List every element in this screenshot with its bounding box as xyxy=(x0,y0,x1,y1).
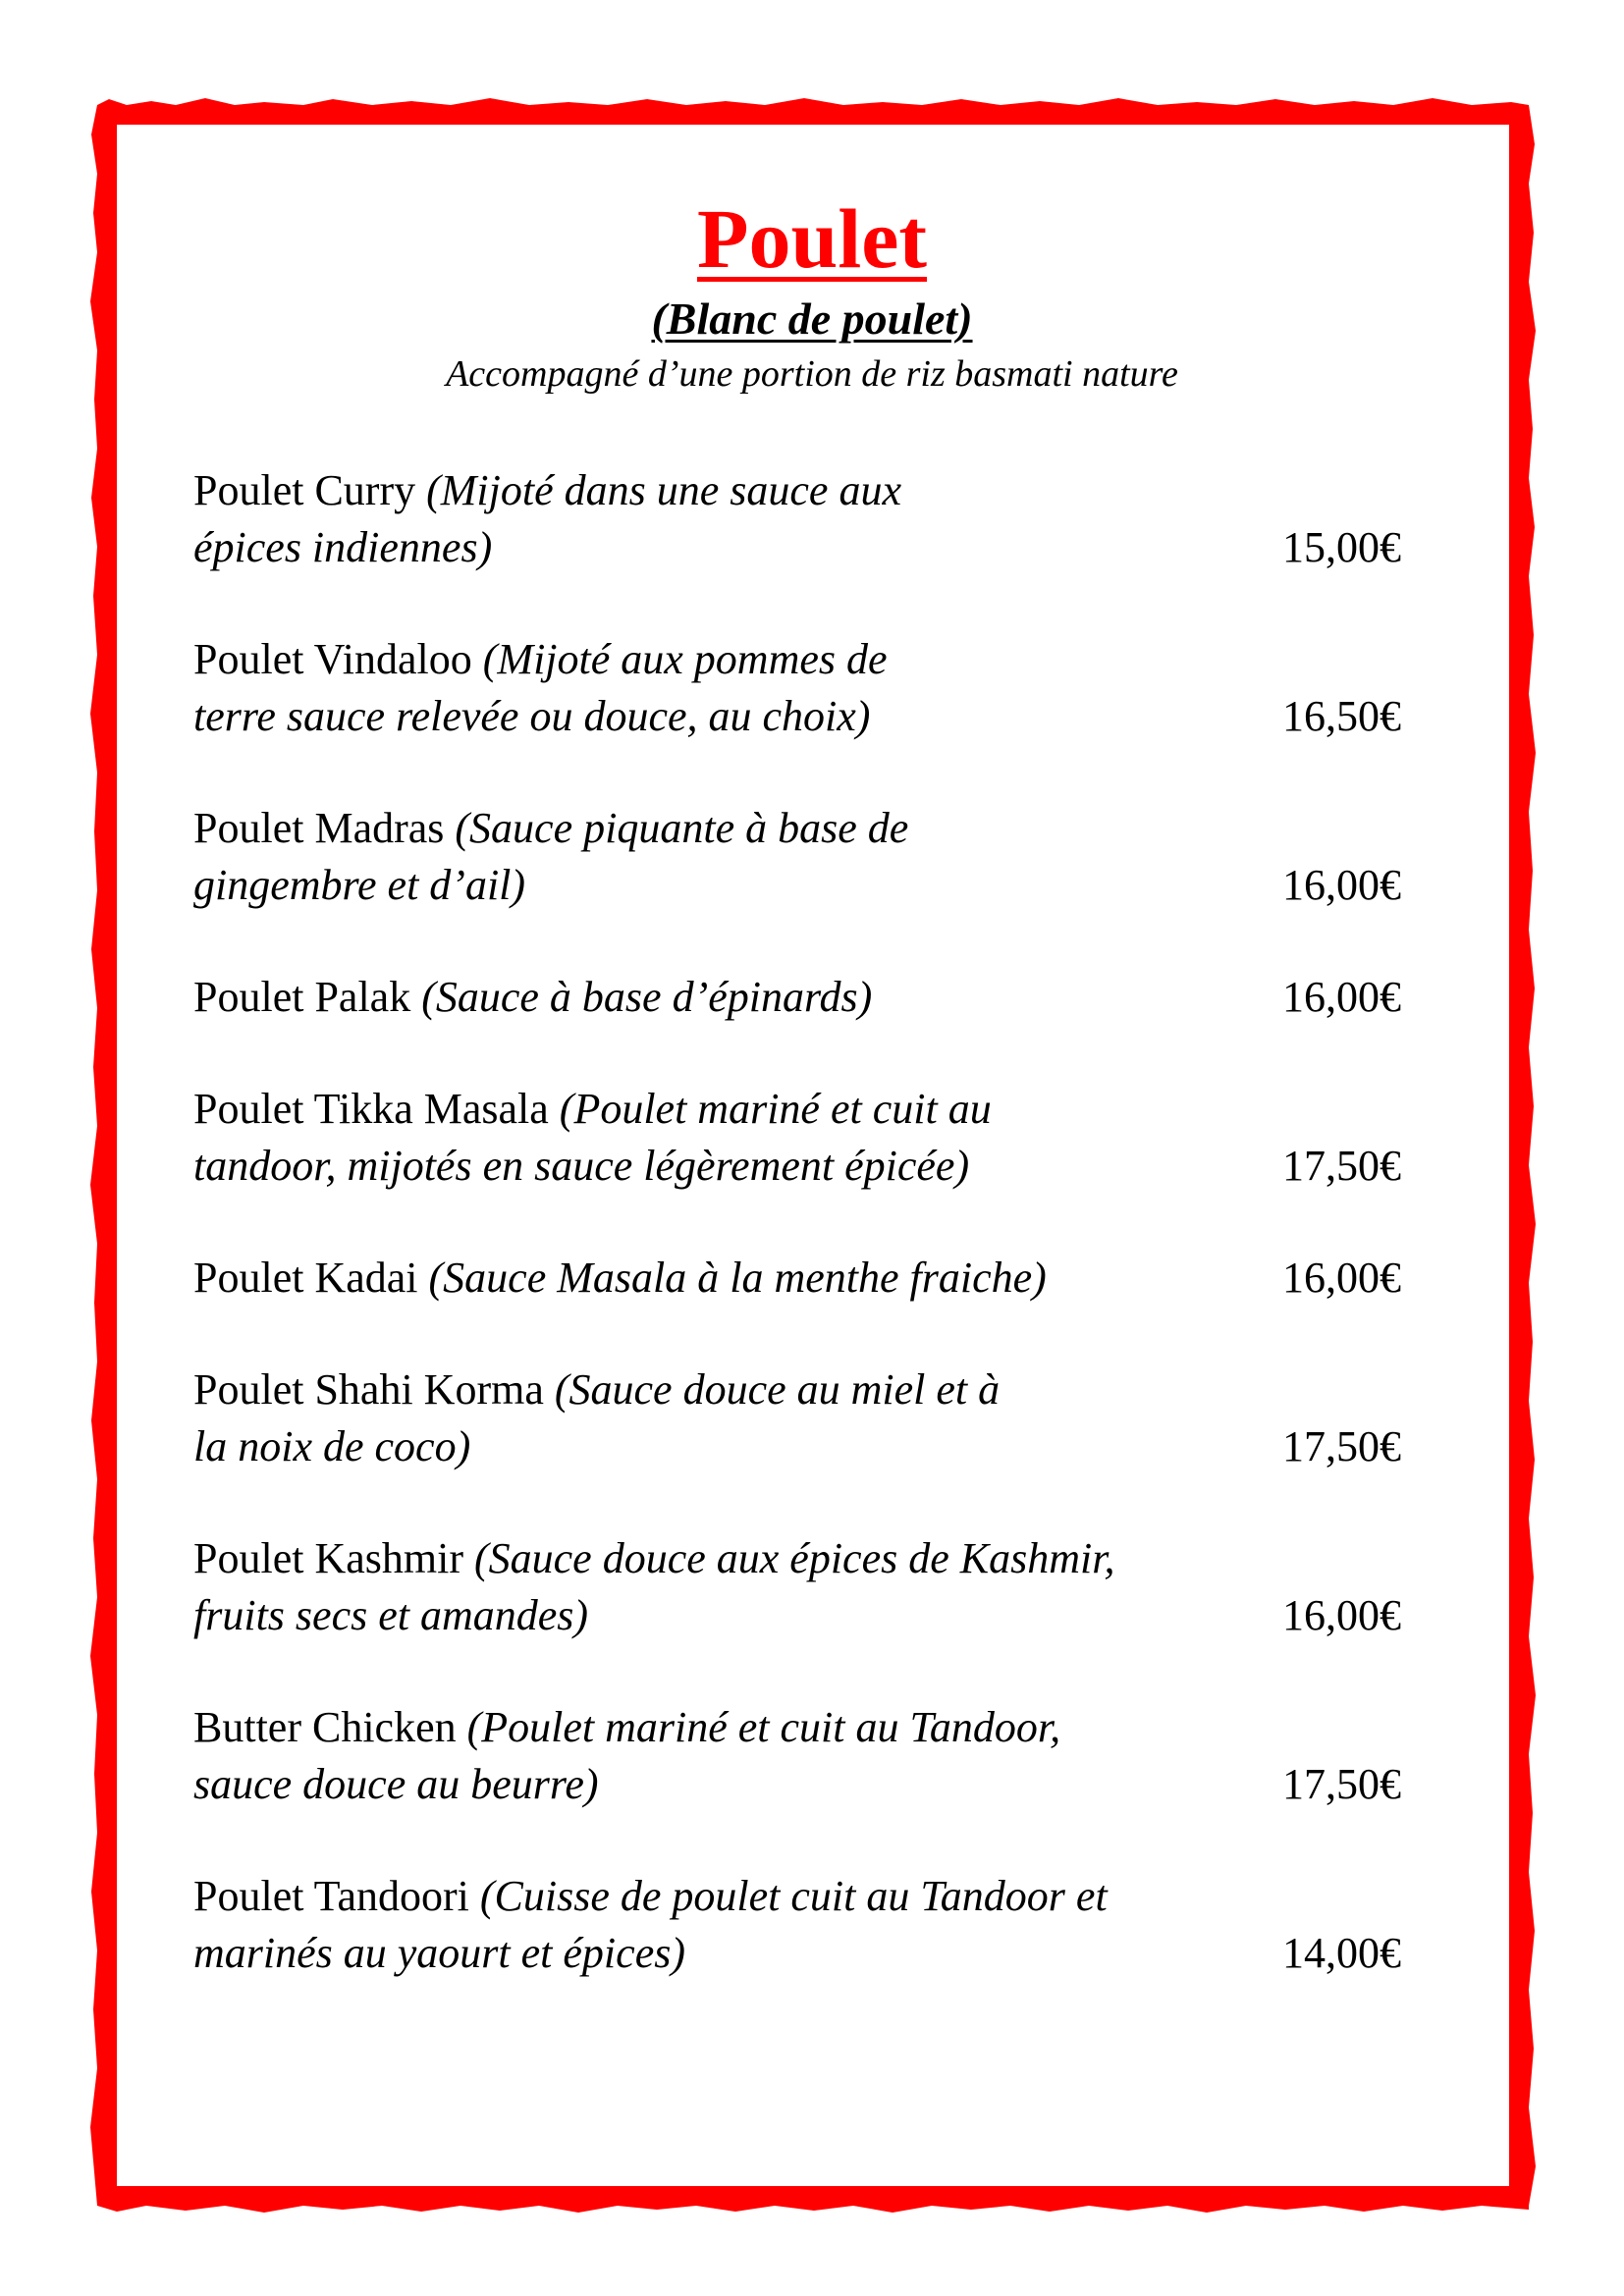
section-title: Poulet xyxy=(696,191,928,286)
item-description: (Sauce douce au miel et à xyxy=(554,1365,1001,1414)
item-description: (Mijoté aux pommes de xyxy=(482,635,888,683)
menu-item xyxy=(193,631,1401,745)
menu-item xyxy=(193,1699,1401,1813)
item-description-cont: marinés au yaourt et épices) xyxy=(193,1929,685,1977)
item-name: Poulet Madras xyxy=(193,804,445,852)
item-price: 17,50€ xyxy=(1282,1760,1401,1808)
item-name: Poulet Kashmir xyxy=(193,1534,463,1582)
item-price: 17,50€ xyxy=(1282,1142,1401,1190)
item-description-cont: sauce douce au beurre) xyxy=(193,1760,599,1808)
menu-item-list xyxy=(193,462,1401,2037)
item-price: 16,50€ xyxy=(1282,692,1401,740)
item-name: Butter Chicken xyxy=(193,1703,457,1751)
item-price: 16,00€ xyxy=(1282,861,1401,909)
item-name: Poulet Kadai xyxy=(193,1254,418,1302)
item-name: Poulet Tikka Masala xyxy=(193,1085,549,1133)
item-name: Poulet Curry xyxy=(193,466,416,514)
item-description-cont: tandoor, mijotés en sauce légèrement épicée) xyxy=(193,1142,970,1190)
item-description: (Sauce piquante à base de xyxy=(455,804,909,852)
item-name: Poulet Shahi Korma xyxy=(193,1365,544,1414)
menu-item xyxy=(193,462,1401,576)
item-description-cont: terre sauce relevée ou douce, au choix) xyxy=(193,692,871,740)
item-price: 16,00€ xyxy=(1282,973,1401,1021)
item-price: 16,00€ xyxy=(1282,1591,1401,1639)
item-price: 16,00€ xyxy=(1282,1254,1401,1302)
item-price: 17,50€ xyxy=(1282,1422,1401,1470)
item-description: (Poulet mariné et cuit au xyxy=(559,1085,992,1133)
section-note: Accompagné d’une portion de riz basmati nature xyxy=(446,353,1178,395)
item-description: (Cuisse de poulet cuit au Tandoor et xyxy=(479,1872,1108,1920)
item-name: Poulet Tandoori xyxy=(193,1872,469,1920)
item-description-cont: fruits secs et amandes) xyxy=(193,1591,589,1639)
menu-item xyxy=(193,1362,1401,1475)
item-description-cont: la noix de coco) xyxy=(193,1422,471,1470)
section-subtitle: (Blanc de poulet) xyxy=(651,294,973,344)
menu-item xyxy=(193,800,1401,914)
item-name: Poulet Palak xyxy=(193,973,411,1021)
item-description-cont: gingembre et d’ail) xyxy=(193,861,526,909)
item-price: 14,00€ xyxy=(1282,1929,1401,1977)
item-price: 15,00€ xyxy=(1282,523,1401,571)
item-description: (Mijoté dans une sauce aux xyxy=(426,466,901,514)
menu-item xyxy=(193,1868,1401,1982)
item-description: (Sauce à base d’épinards) xyxy=(421,973,873,1021)
menu-item xyxy=(193,1081,1401,1195)
item-description-cont: épices indiennes) xyxy=(193,523,493,571)
item-name: Poulet Vindaloo xyxy=(193,635,472,683)
menu-item xyxy=(193,1250,1401,1307)
menu-item xyxy=(193,1530,1401,1644)
menu-item xyxy=(193,969,1401,1026)
item-description: (Poulet mariné et cuit au Tandoor, xyxy=(466,1703,1061,1751)
item-description: (Sauce Masala à la menthe fraiche) xyxy=(428,1254,1047,1302)
item-description: (Sauce douce aux épices de Kashmir, xyxy=(473,1534,1115,1582)
